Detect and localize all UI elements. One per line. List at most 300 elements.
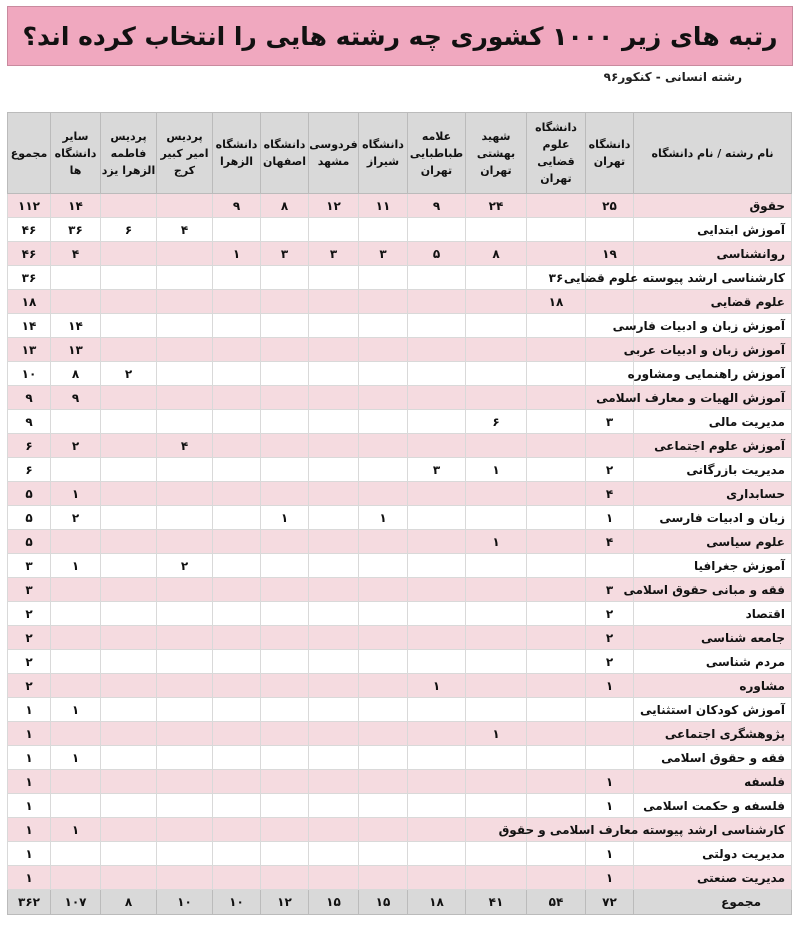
row-total-cell: ۱ bbox=[8, 842, 51, 866]
column-total-cell: ۴۱ bbox=[466, 890, 527, 915]
count-cell bbox=[213, 578, 261, 602]
count-cell: ۲۵ bbox=[586, 194, 634, 218]
count-cell bbox=[51, 770, 101, 794]
count-cell bbox=[466, 626, 527, 650]
count-cell bbox=[527, 194, 586, 218]
count-cell bbox=[309, 842, 359, 866]
count-cell bbox=[359, 386, 408, 410]
count-cell bbox=[408, 626, 466, 650]
field-name-cell: مدیریت بازرگانی bbox=[634, 458, 792, 482]
count-cell bbox=[101, 530, 157, 554]
row-total-cell: ۱ bbox=[8, 770, 51, 794]
count-cell bbox=[466, 842, 527, 866]
count-cell: ۱ bbox=[466, 458, 527, 482]
count-cell bbox=[309, 650, 359, 674]
count-cell: ۳ bbox=[309, 242, 359, 266]
count-cell bbox=[261, 530, 309, 554]
count-cell bbox=[213, 506, 261, 530]
count-cell bbox=[213, 698, 261, 722]
table-row bbox=[8, 458, 792, 482]
count-cell bbox=[101, 770, 157, 794]
count-cell: ۱۸ bbox=[527, 290, 586, 314]
count-cell bbox=[527, 506, 586, 530]
count-cell: ۹ bbox=[408, 194, 466, 218]
count-cell: ۱۹ bbox=[586, 242, 634, 266]
count-cell bbox=[466, 746, 527, 770]
count-cell bbox=[213, 482, 261, 506]
count-cell: ۲ bbox=[51, 434, 101, 458]
field-name-cell: مدیریت دولتی bbox=[634, 842, 792, 866]
count-cell bbox=[101, 554, 157, 578]
count-cell bbox=[309, 674, 359, 698]
count-cell bbox=[309, 338, 359, 362]
count-cell: ۱ bbox=[51, 482, 101, 506]
count-cell bbox=[157, 722, 213, 746]
count-cell bbox=[51, 530, 101, 554]
count-cell bbox=[408, 818, 466, 842]
count-cell bbox=[101, 842, 157, 866]
count-cell bbox=[466, 362, 527, 386]
header-university: علامه طباطبایی تهران bbox=[408, 113, 466, 194]
count-cell bbox=[466, 866, 527, 890]
count-cell bbox=[527, 770, 586, 794]
count-cell: ۴ bbox=[157, 218, 213, 242]
count-cell bbox=[408, 602, 466, 626]
count-cell: ۱۱ bbox=[359, 194, 408, 218]
table-row bbox=[8, 506, 792, 530]
count-cell bbox=[261, 554, 309, 578]
count-cell bbox=[261, 338, 309, 362]
count-cell bbox=[408, 722, 466, 746]
row-total-cell: ۱۸ bbox=[8, 290, 51, 314]
count-cell bbox=[157, 338, 213, 362]
count-cell bbox=[213, 722, 261, 746]
row-total-cell: ۱۰ bbox=[8, 362, 51, 386]
header-university: شهید بهشتی تهران bbox=[466, 113, 527, 194]
count-cell bbox=[359, 530, 408, 554]
table-row bbox=[8, 362, 792, 386]
count-cell bbox=[51, 578, 101, 602]
count-cell bbox=[466, 338, 527, 362]
count-cell bbox=[213, 434, 261, 458]
field-name-cell: مردم شناسی bbox=[634, 650, 792, 674]
row-total-cell: ۱ bbox=[8, 866, 51, 890]
count-cell bbox=[101, 290, 157, 314]
count-cell bbox=[309, 314, 359, 338]
count-cell bbox=[527, 674, 586, 698]
count-cell: ۱ bbox=[586, 842, 634, 866]
row-total-cell: ۲ bbox=[8, 626, 51, 650]
table-row bbox=[8, 266, 792, 290]
count-cell: ۱ bbox=[359, 506, 408, 530]
count-cell bbox=[359, 578, 408, 602]
count-cell bbox=[359, 218, 408, 242]
count-cell bbox=[213, 338, 261, 362]
count-cell bbox=[213, 290, 261, 314]
count-cell: ۱۳ bbox=[51, 338, 101, 362]
count-cell bbox=[101, 794, 157, 818]
field-name-cell: آموزش علوم اجتماعی bbox=[634, 434, 792, 458]
count-cell bbox=[466, 578, 527, 602]
count-cell bbox=[213, 530, 261, 554]
count-cell: ۱ bbox=[51, 554, 101, 578]
row-total-cell: ۲ bbox=[8, 650, 51, 674]
count-cell: ۳ bbox=[261, 242, 309, 266]
header-university: دانشگاه شیراز bbox=[359, 113, 408, 194]
count-cell bbox=[51, 266, 101, 290]
count-cell bbox=[101, 626, 157, 650]
count-cell: ۶ bbox=[101, 218, 157, 242]
count-cell bbox=[309, 794, 359, 818]
count-cell: ۱۲ bbox=[309, 194, 359, 218]
count-cell: ۱ bbox=[586, 794, 634, 818]
column-total-cell: ۱۵ bbox=[309, 890, 359, 915]
count-cell bbox=[359, 314, 408, 338]
count-cell: ۱۴ bbox=[51, 314, 101, 338]
totals-label: مجموع bbox=[634, 890, 792, 915]
count-cell: ۲ bbox=[586, 650, 634, 674]
count-cell bbox=[359, 698, 408, 722]
count-cell bbox=[51, 458, 101, 482]
count-cell bbox=[586, 722, 634, 746]
column-total-cell: ۱۲ bbox=[261, 890, 309, 915]
count-cell bbox=[261, 698, 309, 722]
table-row bbox=[8, 698, 792, 722]
count-cell bbox=[408, 866, 466, 890]
count-cell bbox=[359, 794, 408, 818]
count-cell bbox=[309, 698, 359, 722]
count-cell: ۴ bbox=[51, 242, 101, 266]
count-cell bbox=[408, 794, 466, 818]
header-field-name: نام رشته / نام دانشگاه bbox=[634, 113, 792, 194]
count-cell: ۳ bbox=[359, 242, 408, 266]
table-row bbox=[8, 410, 792, 434]
count-cell bbox=[309, 602, 359, 626]
count-cell bbox=[309, 818, 359, 842]
count-cell bbox=[157, 818, 213, 842]
count-cell bbox=[213, 650, 261, 674]
count-cell bbox=[101, 410, 157, 434]
count-cell bbox=[408, 314, 466, 338]
count-cell bbox=[213, 410, 261, 434]
column-total-cell: ۳۶۲ bbox=[8, 890, 51, 915]
count-cell bbox=[157, 314, 213, 338]
table-row bbox=[8, 626, 792, 650]
count-cell bbox=[101, 386, 157, 410]
count-cell: ۳۶ bbox=[527, 266, 586, 290]
count-cell bbox=[51, 842, 101, 866]
row-total-cell: ۱۳ bbox=[8, 338, 51, 362]
totals-row bbox=[8, 890, 792, 915]
count-cell bbox=[261, 794, 309, 818]
table-row bbox=[8, 194, 792, 218]
count-cell bbox=[51, 626, 101, 650]
field-name-cell: حسابداری bbox=[634, 482, 792, 506]
count-cell bbox=[101, 242, 157, 266]
field-name-cell: فلسفه و حکمت اسلامی bbox=[634, 794, 792, 818]
count-cell bbox=[408, 338, 466, 362]
count-cell bbox=[101, 866, 157, 890]
row-total-cell: ۱۱۲ bbox=[8, 194, 51, 218]
field-name-cell: فقه و مبانی حقوق اسلامی bbox=[634, 578, 792, 602]
header-university: پردیس امیر کبیر کرج bbox=[157, 113, 213, 194]
count-cell bbox=[466, 482, 527, 506]
count-cell bbox=[527, 842, 586, 866]
table-row bbox=[8, 434, 792, 458]
count-cell bbox=[466, 266, 527, 290]
count-cell bbox=[408, 362, 466, 386]
field-name-cell: آموزش ابتدایی bbox=[634, 218, 792, 242]
count-cell bbox=[309, 506, 359, 530]
count-cell: ۲ bbox=[586, 626, 634, 650]
row-total-cell: ۹ bbox=[8, 410, 51, 434]
count-cell bbox=[157, 386, 213, 410]
count-cell bbox=[157, 698, 213, 722]
count-cell bbox=[157, 290, 213, 314]
field-name-cell: فقه و حقوق اسلامی bbox=[634, 746, 792, 770]
count-cell bbox=[213, 386, 261, 410]
count-cell: ۱ bbox=[51, 698, 101, 722]
count-cell bbox=[359, 290, 408, 314]
count-cell bbox=[408, 506, 466, 530]
count-cell bbox=[527, 746, 586, 770]
count-cell bbox=[213, 866, 261, 890]
field-name-cell: اقتصاد bbox=[634, 602, 792, 626]
row-total-cell: ۴۶ bbox=[8, 242, 51, 266]
count-cell: ۲ bbox=[101, 362, 157, 386]
count-cell bbox=[408, 650, 466, 674]
column-total-cell: ۵۴ bbox=[527, 890, 586, 915]
count-cell bbox=[359, 842, 408, 866]
count-cell bbox=[261, 842, 309, 866]
count-cell bbox=[359, 602, 408, 626]
count-cell bbox=[157, 362, 213, 386]
count-cell bbox=[101, 818, 157, 842]
count-cell bbox=[527, 722, 586, 746]
count-cell bbox=[359, 866, 408, 890]
count-cell bbox=[527, 794, 586, 818]
row-total-cell: ۱ bbox=[8, 818, 51, 842]
count-cell bbox=[101, 506, 157, 530]
count-cell bbox=[213, 314, 261, 338]
count-cell bbox=[213, 818, 261, 842]
count-cell: ۲ bbox=[51, 506, 101, 530]
count-cell bbox=[359, 650, 408, 674]
count-cell bbox=[309, 530, 359, 554]
count-cell bbox=[309, 434, 359, 458]
count-cell bbox=[261, 314, 309, 338]
field-name-cell: کارشناسی ارشد پیوسته علوم قضایی bbox=[634, 266, 792, 290]
count-cell: ۹ bbox=[213, 194, 261, 218]
count-cell bbox=[213, 266, 261, 290]
count-cell bbox=[101, 314, 157, 338]
field-name-cell: مدیریت صنعتی bbox=[634, 866, 792, 890]
count-cell bbox=[527, 362, 586, 386]
field-name-cell: پژوهشگری اجتماعی bbox=[634, 722, 792, 746]
count-cell bbox=[213, 626, 261, 650]
count-cell: ۱ bbox=[586, 770, 634, 794]
count-cell: ۱ bbox=[466, 530, 527, 554]
column-total-cell: ۱۰ bbox=[157, 890, 213, 915]
count-cell bbox=[213, 602, 261, 626]
count-cell bbox=[527, 866, 586, 890]
field-name-cell: مدیریت مالی bbox=[634, 410, 792, 434]
count-cell bbox=[408, 434, 466, 458]
count-cell bbox=[309, 770, 359, 794]
count-cell bbox=[408, 266, 466, 290]
count-cell bbox=[157, 410, 213, 434]
count-cell bbox=[466, 434, 527, 458]
count-cell bbox=[101, 722, 157, 746]
field-name-cell: علوم قضایی bbox=[634, 290, 792, 314]
count-cell bbox=[466, 674, 527, 698]
count-cell bbox=[213, 362, 261, 386]
count-cell bbox=[527, 482, 586, 506]
table-row bbox=[8, 746, 792, 770]
count-cell bbox=[527, 530, 586, 554]
count-cell bbox=[261, 266, 309, 290]
header-row bbox=[8, 113, 792, 194]
count-cell bbox=[51, 674, 101, 698]
count-cell bbox=[527, 386, 586, 410]
header-university: دانشگاه اصفهان bbox=[261, 113, 309, 194]
table-row bbox=[8, 218, 792, 242]
count-cell bbox=[213, 674, 261, 698]
header-university: پردیس فاطمه الزهرا یزد bbox=[101, 113, 157, 194]
count-cell bbox=[586, 434, 634, 458]
field-name-cell: آموزش زبان و ادبیات عربی bbox=[634, 338, 792, 362]
header-university: فردوسی مشهد bbox=[309, 113, 359, 194]
count-cell bbox=[309, 362, 359, 386]
count-cell: ۱ bbox=[466, 722, 527, 746]
count-cell bbox=[466, 218, 527, 242]
count-cell bbox=[157, 674, 213, 698]
count-cell bbox=[527, 338, 586, 362]
count-cell bbox=[157, 458, 213, 482]
row-total-cell: ۵ bbox=[8, 506, 51, 530]
header-university: دانشگاه تهران bbox=[586, 113, 634, 194]
count-cell bbox=[157, 602, 213, 626]
field-name-cell: آموزش جغرافیا bbox=[634, 554, 792, 578]
count-cell bbox=[586, 554, 634, 578]
count-cell bbox=[261, 578, 309, 602]
count-cell bbox=[359, 482, 408, 506]
count-cell bbox=[527, 314, 586, 338]
count-cell: ۱ bbox=[51, 818, 101, 842]
count-cell bbox=[466, 386, 527, 410]
count-cell bbox=[157, 842, 213, 866]
table-row bbox=[8, 866, 792, 890]
count-cell bbox=[408, 530, 466, 554]
count-cell bbox=[309, 746, 359, 770]
count-cell bbox=[527, 410, 586, 434]
table-row bbox=[8, 314, 792, 338]
column-total-cell: ۱۰۷ bbox=[51, 890, 101, 915]
count-cell bbox=[157, 626, 213, 650]
count-cell bbox=[586, 218, 634, 242]
count-cell bbox=[213, 794, 261, 818]
count-cell: ۸ bbox=[466, 242, 527, 266]
count-cell bbox=[408, 578, 466, 602]
count-cell bbox=[359, 434, 408, 458]
count-cell bbox=[408, 386, 466, 410]
row-total-cell: ۳ bbox=[8, 578, 51, 602]
row-total-cell: ۱ bbox=[8, 698, 51, 722]
field-name-cell: علوم سیاسی bbox=[634, 530, 792, 554]
count-cell bbox=[157, 242, 213, 266]
count-cell bbox=[261, 218, 309, 242]
count-cell bbox=[359, 338, 408, 362]
count-cell bbox=[359, 770, 408, 794]
count-cell bbox=[261, 650, 309, 674]
count-cell bbox=[261, 626, 309, 650]
count-cell bbox=[309, 866, 359, 890]
count-cell bbox=[101, 338, 157, 362]
count-cell bbox=[261, 602, 309, 626]
count-cell bbox=[408, 842, 466, 866]
count-cell: ۲ bbox=[586, 602, 634, 626]
count-cell bbox=[101, 698, 157, 722]
count-cell bbox=[101, 746, 157, 770]
count-cell bbox=[527, 602, 586, 626]
count-cell bbox=[586, 290, 634, 314]
row-total-cell: ۳ bbox=[8, 554, 51, 578]
count-cell bbox=[466, 698, 527, 722]
count-cell bbox=[51, 290, 101, 314]
count-cell bbox=[309, 410, 359, 434]
title-banner bbox=[7, 6, 793, 66]
field-name-cell: آموزش الهیات و معارف اسلامی bbox=[634, 386, 792, 410]
table-row bbox=[8, 650, 792, 674]
table-row bbox=[8, 290, 792, 314]
count-cell: ۳ bbox=[408, 458, 466, 482]
table-row bbox=[8, 482, 792, 506]
count-cell bbox=[101, 650, 157, 674]
count-cell: ۳۶ bbox=[51, 218, 101, 242]
table-row bbox=[8, 578, 792, 602]
count-cell bbox=[101, 194, 157, 218]
field-name-cell: کارشناسی ارشد پیوسته معارف اسلامی و حقوق bbox=[634, 818, 792, 842]
count-cell bbox=[466, 650, 527, 674]
count-cell bbox=[359, 554, 408, 578]
table-row bbox=[8, 794, 792, 818]
count-cell bbox=[527, 626, 586, 650]
count-cell bbox=[527, 218, 586, 242]
count-cell: ۱ bbox=[586, 866, 634, 890]
table-row bbox=[8, 602, 792, 626]
count-cell bbox=[359, 722, 408, 746]
count-cell bbox=[157, 482, 213, 506]
table-row bbox=[8, 530, 792, 554]
row-total-cell: ۶ bbox=[8, 434, 51, 458]
row-total-cell: ۶ bbox=[8, 458, 51, 482]
count-cell bbox=[51, 794, 101, 818]
row-total-cell: ۵ bbox=[8, 530, 51, 554]
count-cell bbox=[157, 770, 213, 794]
row-total-cell: ۲ bbox=[8, 602, 51, 626]
table-row bbox=[8, 242, 792, 266]
count-cell bbox=[408, 746, 466, 770]
count-cell bbox=[408, 554, 466, 578]
count-cell bbox=[309, 386, 359, 410]
field-name-cell: مشاوره bbox=[634, 674, 792, 698]
count-cell bbox=[261, 770, 309, 794]
count-cell: ۸ bbox=[261, 194, 309, 218]
count-cell bbox=[213, 842, 261, 866]
count-cell bbox=[261, 722, 309, 746]
count-cell: ۹ bbox=[51, 386, 101, 410]
count-cell bbox=[261, 386, 309, 410]
